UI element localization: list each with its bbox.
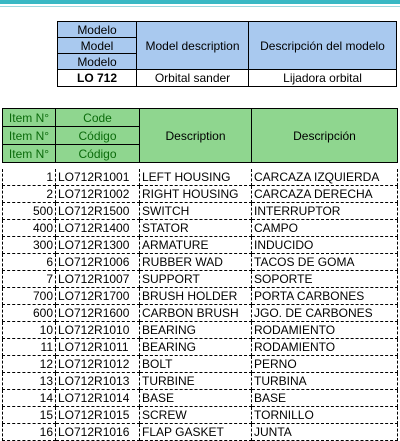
part-description: BEARING [140, 321, 252, 338]
table-row [3, 270, 398, 287]
item-number: 7 [3, 270, 56, 287]
item-number: 500 [3, 202, 56, 219]
part-descripcion: TACOS DE GOMA [252, 253, 398, 270]
part-descripcion: PERNO [252, 355, 398, 372]
part-descripcion: CAMPO [252, 219, 398, 236]
part-description: CARBON BRUSH [140, 304, 252, 321]
part-code: LO712R1600 [56, 304, 140, 321]
part-description: SCREW [140, 406, 252, 423]
table-row [3, 355, 398, 372]
part-descripcion: RODAMIENTO [252, 338, 398, 355]
part-descripcion: JGO. DE CARBONES [252, 304, 398, 321]
part-code: LO712R1010 [56, 321, 140, 338]
part-descripcion: TORNILLO [252, 406, 398, 423]
part-description: RIGHT HOUSING [140, 185, 252, 202]
part-description: BEARING [140, 338, 252, 355]
part-description: BASE [140, 389, 252, 406]
model-info-table [57, 21, 397, 87]
item-number: 14 [3, 389, 56, 406]
part-code: LO712R1007 [56, 270, 140, 287]
part-description: BOLT [140, 355, 252, 372]
model-header-label-3: Modelo [58, 54, 137, 70]
part-code: LO712R1014 [56, 389, 140, 406]
part-descripcion: RODAMIENTO [252, 321, 398, 338]
part-code: LO712R1006 [56, 253, 140, 270]
descripcion-modelo-value: Lijadora orbital [249, 70, 397, 87]
part-code: LO712R1400 [56, 219, 140, 236]
item-number: 600 [3, 304, 56, 321]
table-row [3, 219, 398, 236]
table-row [3, 236, 398, 253]
table-row [3, 304, 398, 321]
parts-table [2, 108, 398, 441]
table-row [3, 389, 398, 406]
item-number: 10 [3, 321, 56, 338]
model-description-value: Orbital sander [137, 70, 249, 87]
part-code: LO712R1002 [56, 185, 140, 202]
table-row [3, 423, 398, 440]
part-descripcion: TURBINA [252, 372, 398, 389]
table-row [3, 372, 398, 389]
part-description: BRUSH HOLDER [140, 287, 252, 304]
code-header-2: Código [56, 127, 140, 145]
item-header-1: Item N° [3, 109, 56, 127]
item-number: 6 [3, 253, 56, 270]
item-number: 16 [3, 423, 56, 440]
item-number: 400 [3, 219, 56, 236]
code-header-1: Code [56, 109, 140, 127]
part-descripcion: BASE [252, 389, 398, 406]
table-row [3, 185, 398, 202]
table-row [3, 321, 398, 338]
part-code: LO712R1011 [56, 338, 140, 355]
item-number: 300 [3, 236, 56, 253]
part-description: LEFT HOUSING [140, 169, 252, 186]
table-row [3, 406, 398, 423]
part-code: LO712R1500 [56, 202, 140, 219]
part-code: LO712R1015 [56, 406, 140, 423]
item-number: 1 [3, 169, 56, 186]
part-descripcion: INDUCIDO [252, 236, 398, 253]
top-accent-subline [0, 6, 400, 7]
descripcion-modelo-header: Descripción del modelo [249, 22, 397, 70]
part-description: RUBBER WAD [140, 253, 252, 270]
table-row [3, 202, 398, 219]
item-number: 2 [3, 185, 56, 202]
item-header-2: Item N° [3, 127, 56, 145]
part-code: LO712R1700 [56, 287, 140, 304]
item-number: 13 [3, 372, 56, 389]
code-header-3: Código [56, 145, 140, 163]
description-header: Description [140, 109, 252, 163]
descripcion-header: Descripción [252, 109, 398, 163]
part-code: LO712R1013 [56, 372, 140, 389]
item-number: 15 [3, 406, 56, 423]
part-code: LO712R1012 [56, 355, 140, 372]
part-descripcion: INTERRUPTOR [252, 202, 398, 219]
table-row [3, 338, 398, 355]
part-code: LO712R1016 [56, 423, 140, 440]
model-header-label-1: Modelo [58, 22, 137, 38]
table-row [3, 169, 398, 186]
model-header-label-2: Model [58, 38, 137, 54]
part-code: LO712R1001 [56, 169, 140, 186]
part-description: FLAP GASKET [140, 423, 252, 440]
item-header-3: Item N° [3, 145, 56, 163]
model-description-header: Model description [137, 22, 249, 70]
item-number: 11 [3, 338, 56, 355]
part-code: LO712R1300 [56, 236, 140, 253]
model-code: LO 712 [58, 70, 137, 87]
part-descripcion: PORTA CARBONES [252, 287, 398, 304]
part-descripcion: SOPORTE [252, 270, 398, 287]
part-description: STATOR [140, 219, 252, 236]
part-description: TURBINE [140, 372, 252, 389]
table-row [3, 253, 398, 270]
part-descripcion: CARCAZA DERECHA [252, 185, 398, 202]
part-description: SWITCH [140, 202, 252, 219]
part-description: ARMATURE [140, 236, 252, 253]
top-accent-line [0, 0, 400, 4]
part-descripcion: JUNTA [252, 423, 398, 440]
part-description: SUPPORT [140, 270, 252, 287]
item-number: 700 [3, 287, 56, 304]
item-number: 12 [3, 355, 56, 372]
table-row [3, 287, 398, 304]
part-descripcion: CARCAZA IZQUIERDA [252, 169, 398, 186]
